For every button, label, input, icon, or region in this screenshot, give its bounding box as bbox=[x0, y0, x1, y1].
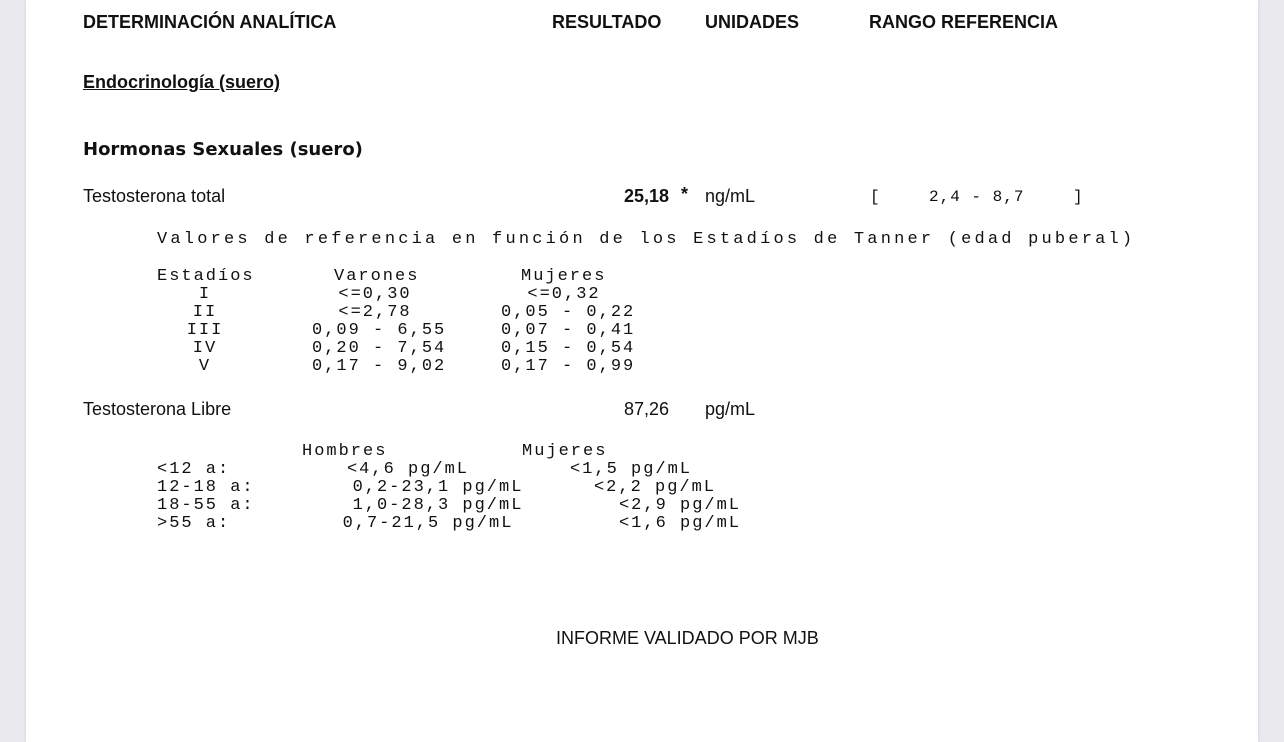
tanner-stage: II bbox=[192, 303, 218, 322]
free-age: >55 a: bbox=[157, 514, 231, 533]
header-result: RESULTADO bbox=[552, 12, 662, 32]
header-units: UNIDADES bbox=[705, 12, 800, 32]
tanner-col-women: Mujeres bbox=[521, 267, 607, 286]
tanner-men: 0,09 - 6,55 bbox=[312, 321, 447, 340]
tanner-stage: V bbox=[198, 357, 212, 376]
free-age: 12-18 a: bbox=[157, 478, 255, 497]
free-age: <12 a: bbox=[157, 460, 231, 479]
range-close-bracket: ] bbox=[1073, 188, 1084, 206]
validated-by-footer: INFORME VALIDADO POR MJB bbox=[556, 628, 819, 648]
section-title: Endocrinología (suero) bbox=[83, 72, 281, 92]
report-page bbox=[26, 0, 1258, 742]
free-men: 1,0-28,3 pg/mL bbox=[352, 496, 524, 515]
tanner-note: Valores de referencia en función de los Estadíos de Tanner (edad puberal) bbox=[157, 230, 1136, 249]
test-name-total: Testosterona total bbox=[83, 186, 226, 206]
tanner-women: 0,05 - 0,22 bbox=[501, 303, 636, 322]
tanner-stage: I bbox=[198, 285, 212, 304]
abnormal-flag: * bbox=[681, 184, 689, 204]
tanner-col-men: Varones bbox=[334, 267, 420, 286]
tanner-stage: III bbox=[186, 321, 224, 340]
tanner-women: 0,15 - 0,54 bbox=[501, 339, 636, 358]
free-women: <1,5 pg/mL bbox=[569, 460, 693, 479]
free-men: 0,2-23,1 pg/mL bbox=[352, 478, 524, 497]
tanner-men: 0,17 - 9,02 bbox=[312, 357, 447, 376]
free-women: <2,9 pg/mL bbox=[618, 496, 742, 515]
tanner-women: <=0,32 bbox=[527, 285, 601, 304]
free-men: 0,7-21,5 pg/mL bbox=[342, 514, 514, 533]
test-units-total: ng/mL bbox=[705, 186, 756, 206]
tanner-men: <=0,30 bbox=[338, 285, 412, 304]
free-women: <1,6 pg/mL bbox=[618, 514, 742, 533]
test-name-free: Testosterona Libre bbox=[83, 399, 232, 419]
test-range-total: 2,4 - 8,7 bbox=[929, 188, 1025, 206]
free-men: <4,6 pg/mL bbox=[346, 460, 470, 479]
test-units-free: pg/mL bbox=[705, 399, 756, 419]
free-col-women: Mujeres bbox=[522, 442, 608, 461]
free-col-men: Hombres bbox=[302, 442, 388, 461]
tanner-women: 0,07 - 0,41 bbox=[501, 321, 636, 340]
header-reference-range: RANGO REFERENCIA bbox=[869, 12, 1059, 32]
tanner-men: <=2,78 bbox=[338, 303, 412, 322]
section-subtitle: Hormonas Sexuales (suero) bbox=[83, 139, 363, 160]
tanner-men: 0,20 - 7,54 bbox=[312, 339, 447, 358]
tanner-stage: IV bbox=[192, 339, 218, 358]
test-result-total: 25,18 bbox=[623, 186, 669, 206]
header-determination: DETERMINACIÓN ANALÍTICA bbox=[83, 12, 337, 32]
free-women: <2,2 pg/mL bbox=[593, 478, 717, 497]
tanner-col-stage: Estadíos bbox=[157, 267, 255, 286]
free-age: 18-55 a: bbox=[157, 496, 255, 515]
range-open-bracket: [ bbox=[870, 188, 881, 206]
tanner-women: 0,17 - 0,99 bbox=[501, 357, 636, 376]
test-result-free: 87,26 bbox=[623, 399, 669, 419]
